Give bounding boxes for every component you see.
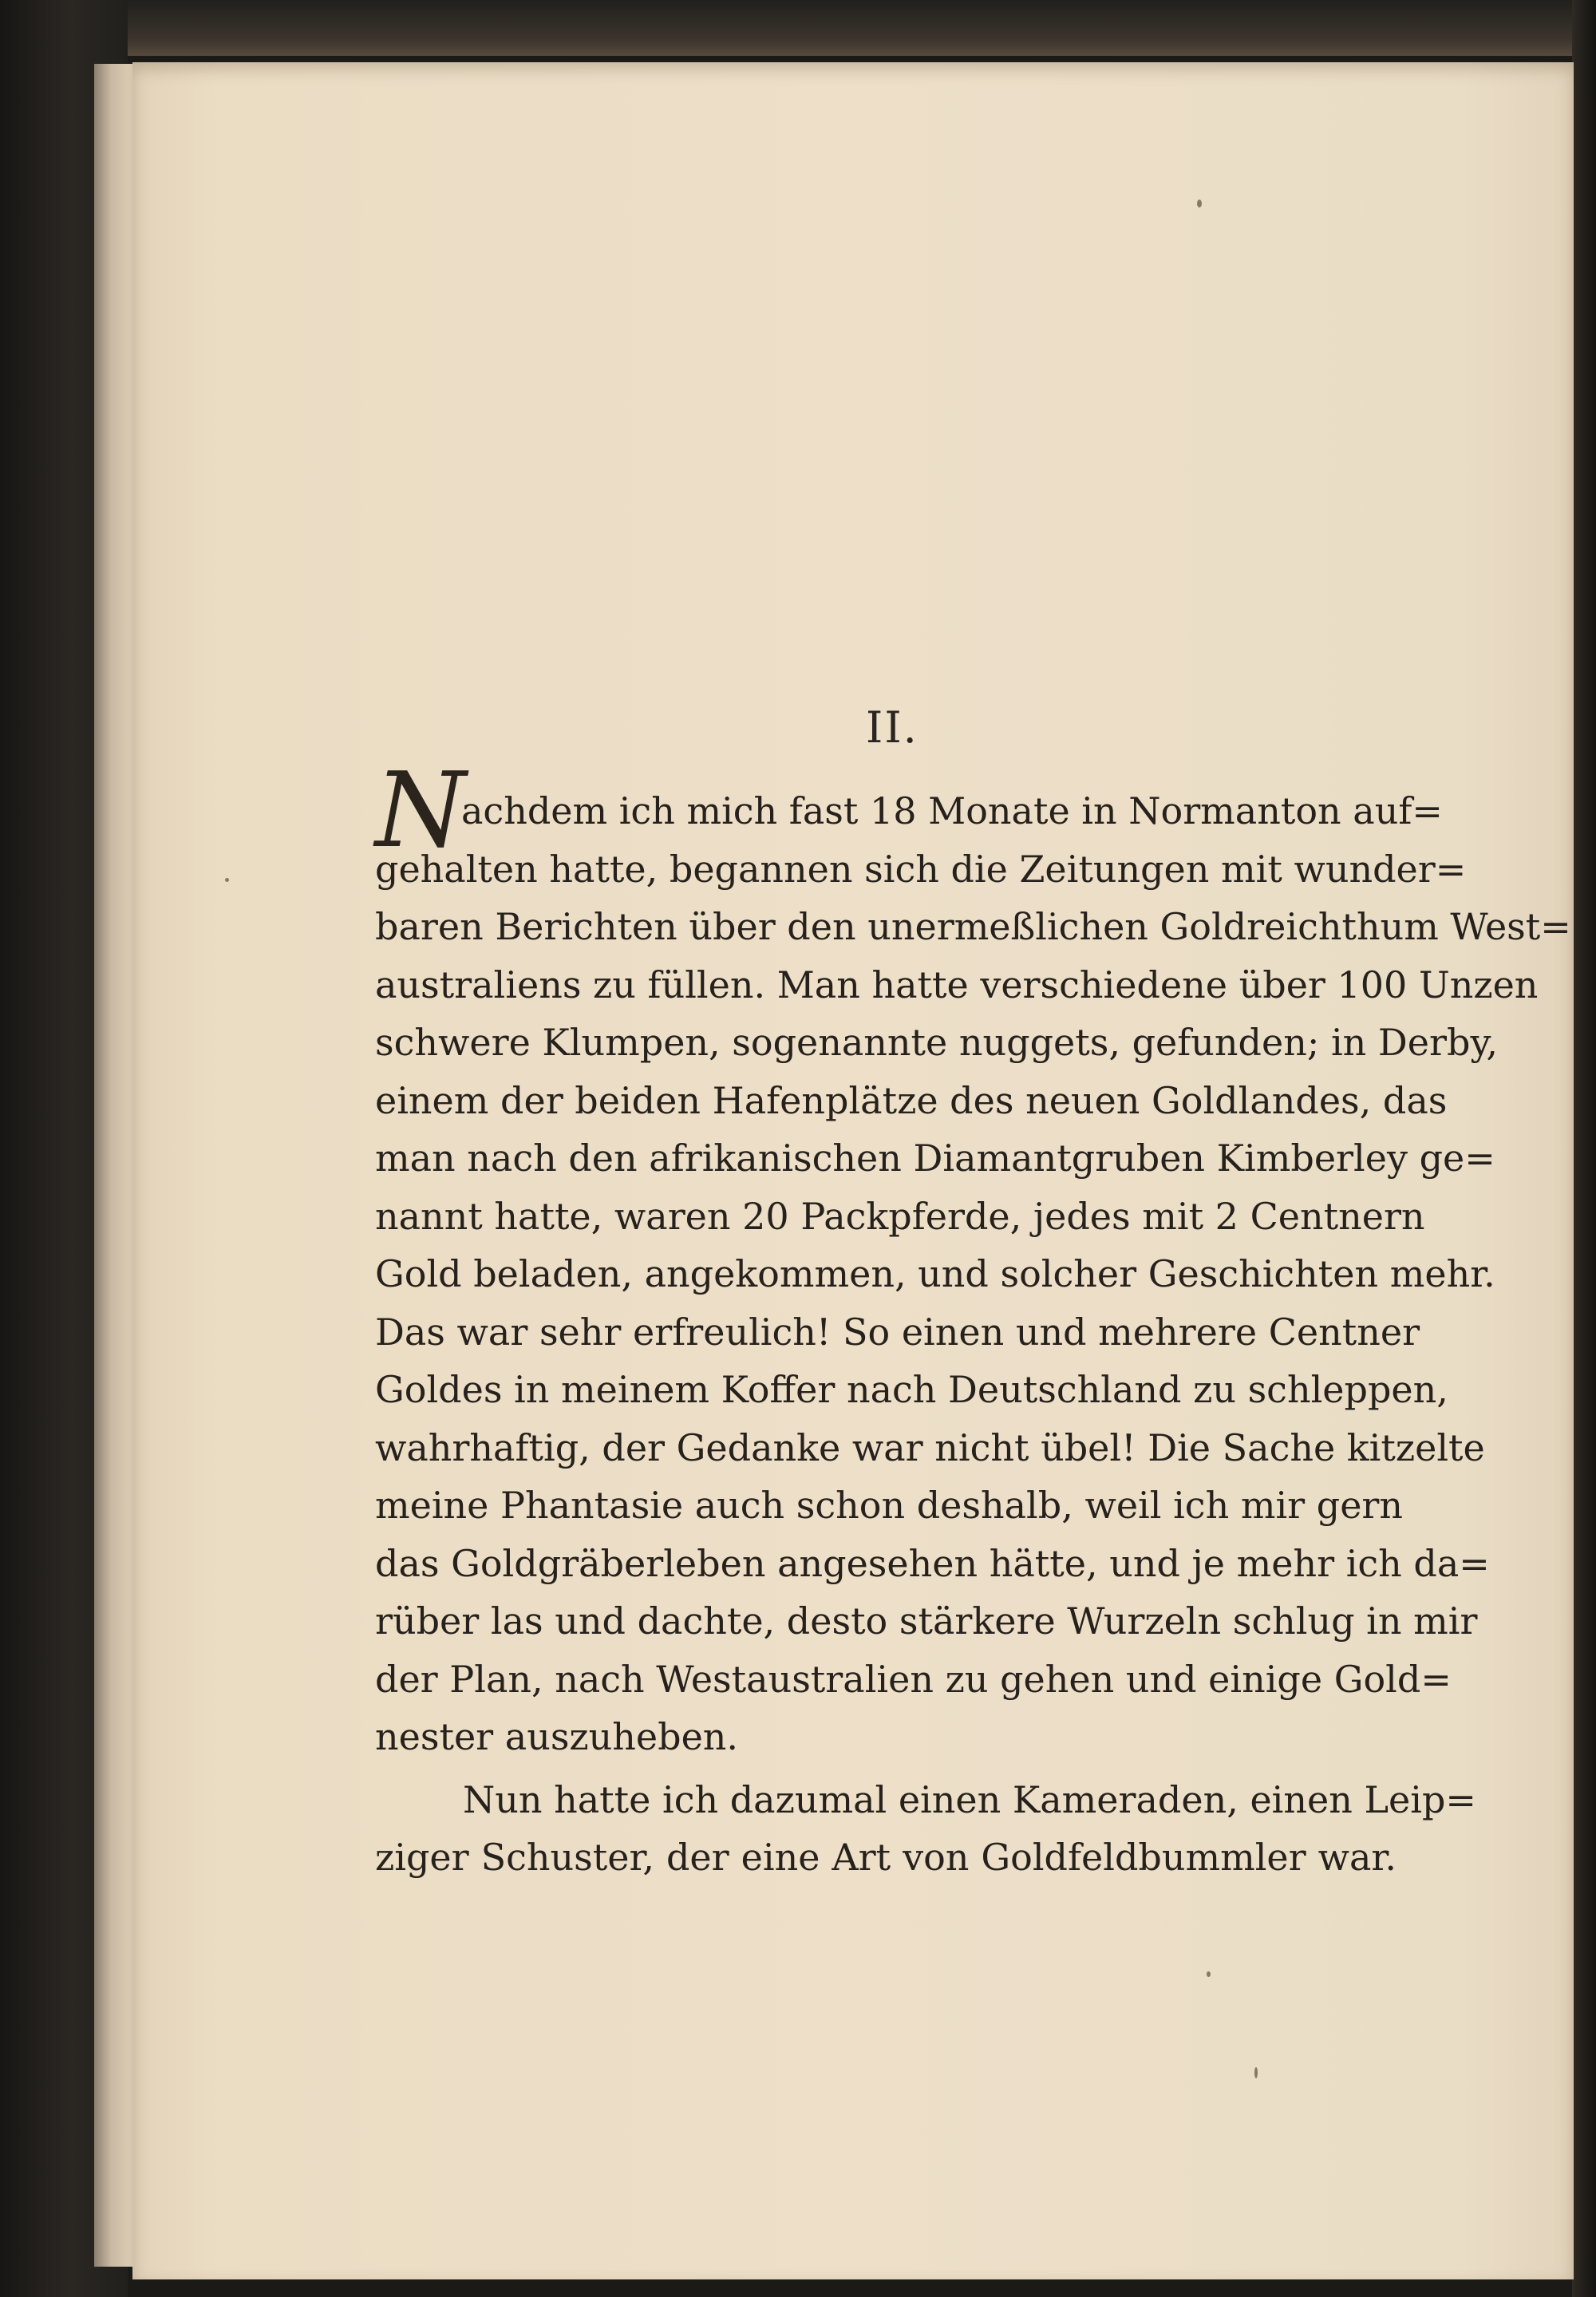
book-right-edge [1572,0,1596,2297]
text-line: meine Phantasie auch schon deshalb, weil ich mir gern [375,1484,1404,1527]
text-line: rüber las und dachte, desto stärkere Wurzeln schlug in mir [375,1599,1478,1643]
paper-speck [1207,1971,1211,1977]
text-line: schwere Klumpen, sogenannte nuggets, gefunden; in Derby, [375,1021,1498,1064]
paper-speck [225,878,229,882]
text-line: achdem ich mich fast 18 Monate in Normanton auf= [461,789,1443,832]
text-line: ziger Schuster, der eine Art von Goldfeldbummler war. [375,1836,1396,1879]
body-text [375,782,1571,1887]
text-line: nester auszuheben. [375,1715,739,1758]
text-line: australiens zu füllen. Man hatte verschiedene über 100 Unzen [375,963,1539,1006]
text-line: baren Berichten über den unermeßlichen Goldreichthum West= [375,905,1571,948]
paragraph-1 [375,782,1571,1766]
text-line: Goldes in meinem Koffer nach Deutschland zu schleppen, [375,1368,1448,1411]
text-line: Das war sehr erfreulich! So einen und mehrere Centner [375,1310,1420,1354]
drop-cap-initial: N [375,749,466,871]
text-line: der Plan, nach Westaustralien zu gehen und einige Gold= [375,1657,1452,1701]
text-line: einem der beiden Hafenplätze des neuen Goldlandes, das [375,1078,1448,1122]
text-line: wahrhaftig, der Gedanke war nicht übel! Die Sache kitzelte [375,1425,1485,1469]
text-line: nannt hatte, waren 20 Packpferde, jedes mit 2 Centnern [375,1194,1425,1238]
paper-speck [1197,200,1202,208]
text-line: das Goldgräberleben angesehen hätte, und je mehr ich da= [375,1541,1490,1585]
text-line: man nach den afrikanischen Diamantgruben Kimberley ge= [375,1137,1495,1180]
paragraph-2 [375,1771,1476,1887]
paper-speck [1254,2067,1258,2078]
chapter-heading: II. [866,702,918,753]
text-line: gehalten hatte, begannen sich die Zeitungen mit wunder= [375,847,1467,891]
text-line: Nun hatte ich dazumal einen Kameraden, einen Leip= [463,1777,1476,1821]
text-line: Gold beladen, angekommen, und solcher Geschichten mehr. [375,1252,1495,1295]
book-top-edge [0,0,1596,56]
